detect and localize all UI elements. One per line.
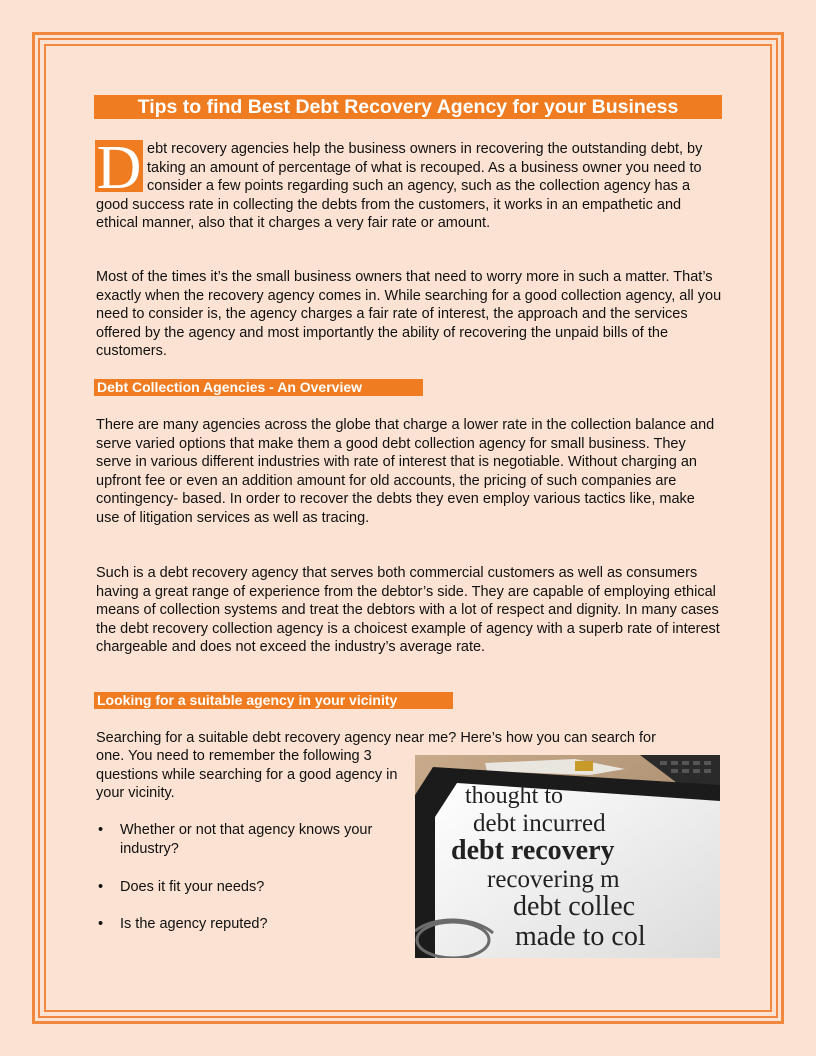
- paragraph-small-business: Most of the times it’s the small business owners that need to worry more in such a matter. That’s exactly when the recovery agency comes in. While searching for a good collection agency, all you need to consider is, the agency charges a fair rate of interest, the approach and the services offered by the agency and most importantly the ability of recovering the unpaid bills of the customers.: [96, 269, 722, 359]
- paragraph-searching-line: Searching for a suitable debt recovery agency near me? Here’s how you can search for: [96, 730, 656, 746]
- bullet-item: • Does it fit your needs?: [96, 878, 416, 897]
- paragraph-agencies-globe: There are many agencies across the globe that charge a lower rate in the collection balance and serve varied options that make them a good debt collection agency for small business. They serve in various different industries with rate of interest that is negotiable. Without charging an upfront fee or even an addition amount for old accounts, the pricing of such companies are contingency- based. In order to recover the debts they even employ various tactics like, make use of litigation services as well as tracing.: [96, 417, 715, 526]
- photo-word: debt incurred: [473, 810, 606, 837]
- bullet-item: • Whether or not that agency knows your industry?: [96, 821, 416, 858]
- intro-paragraph: [96, 140, 722, 233]
- photo-word: thought to: [465, 783, 564, 809]
- drop-cap: D: [96, 140, 142, 192]
- page-title: Tips to find Best Debt Recovery Agency for your Business: [94, 95, 722, 119]
- paragraph-debt-recovery-agency: Such is a debt recovery agency that serves both commercial customers as well as consumers having a great range of experience from the debtor’s side. They are capable of employing ethical means of collection systems and treat the debtors with a lot of respect and dignity. In many cases the debt recovery collection agency is a choicest example of agency with a superb rate of interest chargeable and does not exceed the industry’s average rate.: [96, 565, 720, 655]
- section-heading-vicinity: Looking for a suitable agency in your vicinity: [94, 692, 453, 709]
- photo-word: made to col: [515, 921, 646, 952]
- intro-text: ebt recovery agencies help the business owners in recovering the outstanding debt, by taking an amount of percentage of what is recouped. As a business owner you need to consider a few points regarding such an agency, such as the collection agency has a good success rate in collecting the debts from the customers, it works in an empathetic and ethical manner, also that it charges a very fair rate or amount.: [96, 141, 703, 231]
- paragraph-remember-questions: one. You need to remember the following 3 questions while searching for a good agency in your vicinity.: [96, 748, 398, 801]
- photo-word: debt collec: [513, 891, 636, 922]
- photo-word: recovering m: [487, 866, 620, 893]
- bullet-list-2: [96, 878, 416, 897]
- bullet-item: • Is the agency reputed?: [96, 915, 416, 934]
- bullet-list-1: [96, 821, 416, 858]
- tablet-photo-illustration: [415, 755, 720, 958]
- photo-word: debt recovery: [451, 835, 615, 866]
- tablet-photo: [415, 755, 720, 958]
- section-heading-overview: Debt Collection Agencies - An Overview: [94, 379, 423, 396]
- bullet-list-3: [96, 915, 416, 934]
